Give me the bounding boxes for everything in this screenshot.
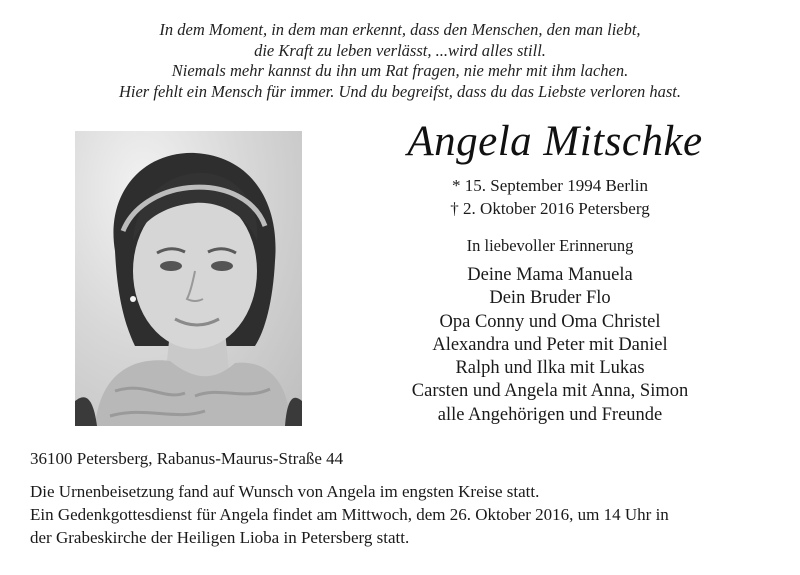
- mourner: Deine Mama Manuela: [467, 265, 633, 285]
- poem-line: Hier fehlt ein Mensch für immer. Und du begreifst, dass du das Liebste verloren hast.: [118, 81, 681, 101]
- mourner: Dein Bruder Flo: [489, 288, 611, 309]
- birth-date: * 15. September 1994 Berlin: [452, 176, 648, 195]
- funeral-notice: [30, 480, 790, 549]
- life-dates: [420, 174, 680, 220]
- address: 36100 Petersberg, Rabanus-Maurus-Straße 44: [30, 449, 344, 468]
- deceased-name: Angela Mitschke: [407, 118, 703, 165]
- poem-line: die Kraft zu leben verlässt, ...wird alles still.: [254, 40, 546, 60]
- memory-line: In liebevoller Erinnerung: [466, 236, 634, 255]
- mourner: Ralph und Ilka mit Lukas: [455, 358, 645, 379]
- portrait-illustration: [75, 131, 302, 426]
- poem-line: Niemals mehr kannst du ihn um Rat fragen, nie mehr mit ihm lachen.: [171, 61, 629, 80]
- notice-line: Die Urnenbeisetzung fand auf Wunsch von Angela im engsten Kreise statt.: [30, 482, 540, 501]
- death-date: † 2. Oktober 2016 Petersberg: [450, 199, 650, 218]
- mourner: Alexandra und Peter mit Daniel: [432, 334, 668, 355]
- mourners-list: [360, 264, 740, 427]
- memorial-poem: [0, 20, 800, 102]
- poem-line: In dem Moment, in dem man erkennt, dass den Menschen, den man liebt,: [159, 20, 641, 39]
- notice-line: der Grabeskirche der Heiligen Lioba in Petersberg statt.: [30, 528, 410, 547]
- portrait-photo: [75, 131, 302, 426]
- notice-line: Ein Gedenkgottesdienst für Angela findet am Mittwoch, dem 26. Oktober 2016, um 14 Uhr in: [30, 505, 669, 524]
- mourner: alle Angehörigen und Freunde: [437, 404, 663, 425]
- mourner: Carsten und Angela mit Anna, Simon: [411, 381, 689, 402]
- mourner: Opa Conny und Oma Christel: [439, 311, 661, 332]
